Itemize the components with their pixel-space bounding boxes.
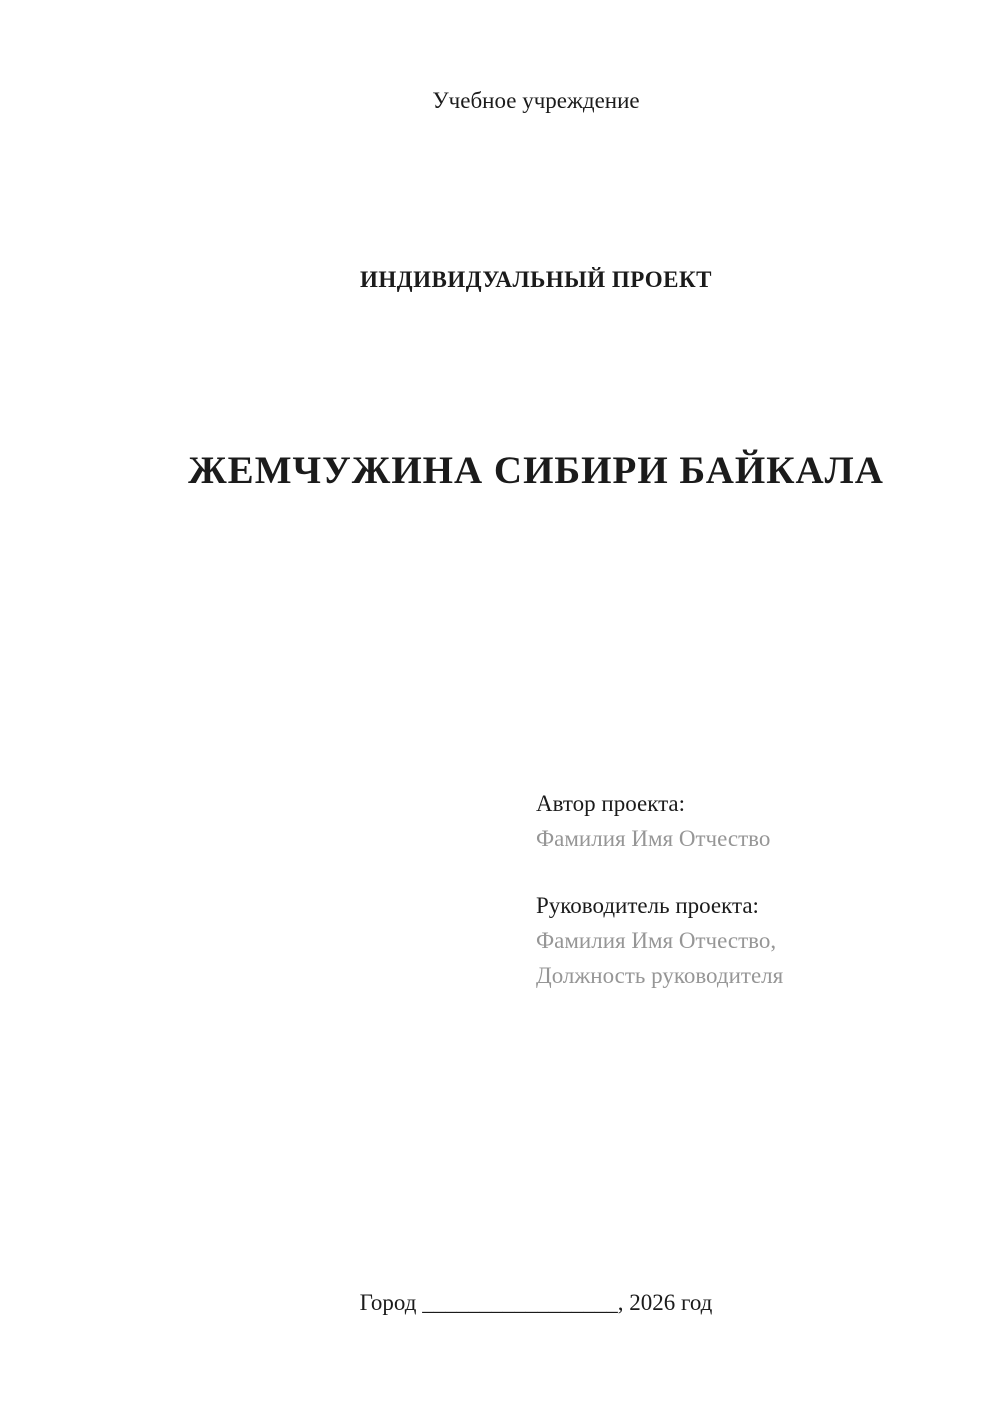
project-type-heading: ИНДИВИДУАЛЬНЫЙ ПРОЕКТ (360, 267, 712, 292)
author-name-placeholder: Фамилия Имя Отчество (536, 826, 771, 851)
supervisor-label: Руководитель проекта: (536, 893, 759, 918)
supervisor-name-placeholder: Фамилия Имя Отчество, (536, 928, 777, 953)
institution-name: Учебное учреждение (432, 88, 640, 113)
city-year-line: Город _________________, 2026 год (359, 1290, 713, 1315)
supervisor-block (536, 888, 783, 993)
author-block (536, 786, 783, 856)
credits-section (536, 786, 783, 993)
author-label: Автор проекта: (536, 791, 685, 816)
supervisor-position-placeholder: Должность руководителя (536, 963, 784, 988)
document-title: ЖЕМЧУЖИНА СИБИРИ БАЙКАЛА (188, 449, 884, 492)
